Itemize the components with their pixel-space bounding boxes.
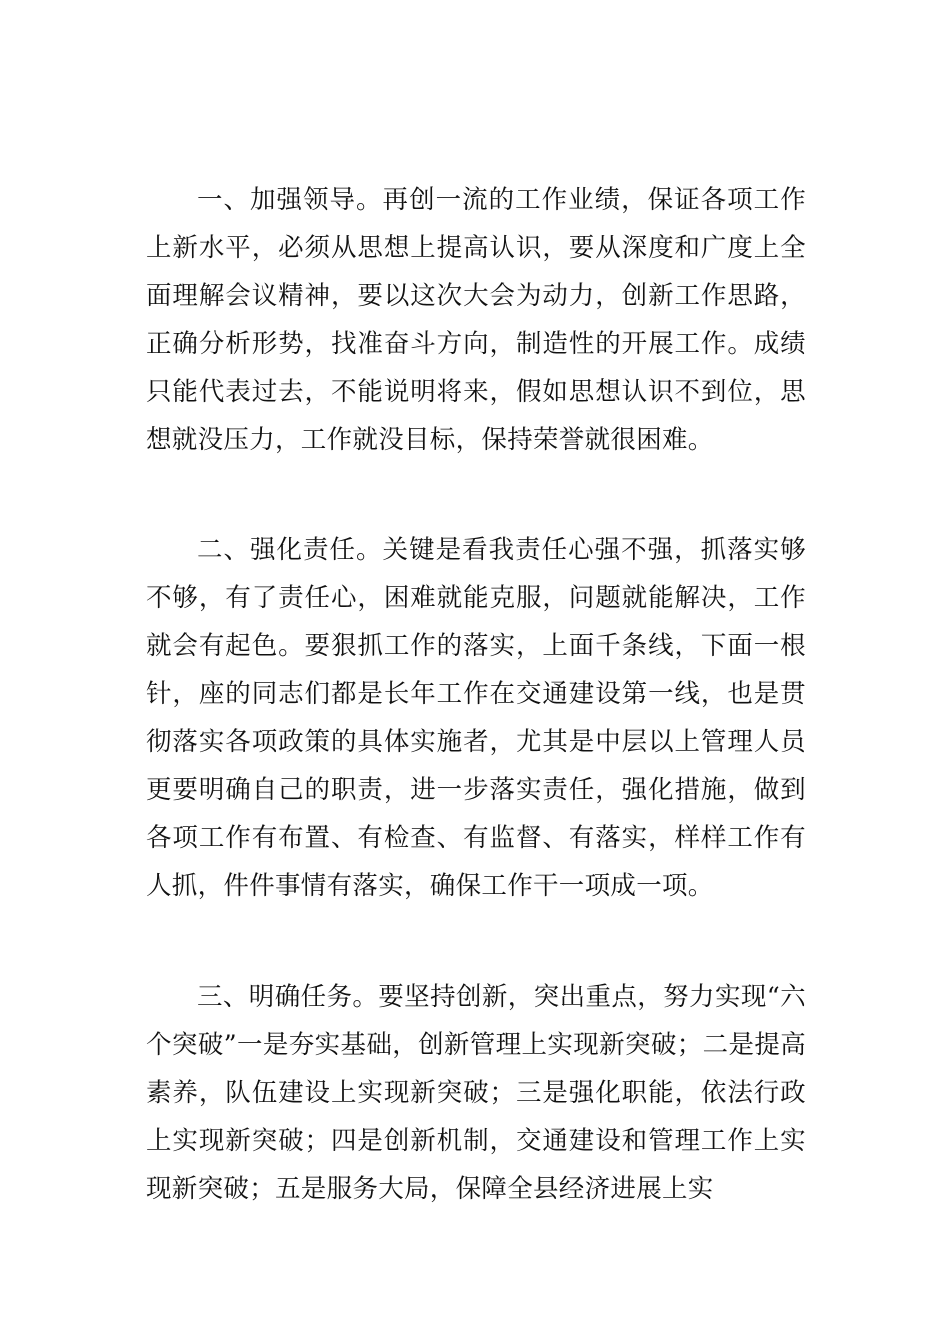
paragraph-strengthen-responsibility: 二、强化责任。关键是看我责任心强不强，抓落实够不够，有了责任心，困难就能克服，问题就能解决，工作就会有起色。要狠抓工作的落实，上面千条线，下面一根针，座的同志们都是长年工作在交通建设第一线，也是贯彻落实各项政策的具体实施者，尤其是中层以上管理人员更要明确自己的职责，进一步落实责任，强化措施，做到各项工作有布置、有检查、有监督、有落实，样样工作有人抓，件件事情有落实，确保工作干一项成一项。	[146, 535, 806, 901]
paragraph-strengthen-leadership: 一、加强领导。再创一流的工作业绩，保证各项工作上新水平，必须从思想上提高认识，要从深度和广度上全面理解会议精神，要以这次大会为动力，创新工作思路，正确分析形势，找准奋斗方向，制造性的开展工作。成绩只能代表过去，不能说明将来，假如思想认识不到位，思想就没压力，工作就没目标，保持荣誉就很困难。	[146, 185, 806, 455]
paragraph-clarify-tasks: 三、明确任务。要坚持创新，突出重点，努力实现“六个突破”一是夯实基础，创新管理上实现新突破；二是提高素养，队伍建设上实现新突破；三是强化职能，依法行政上实现新突破；四是创新机制，交通建设和管理工作上实现新突破；五是服务大局，保障全县经济进展上实	[146, 982, 806, 1204]
